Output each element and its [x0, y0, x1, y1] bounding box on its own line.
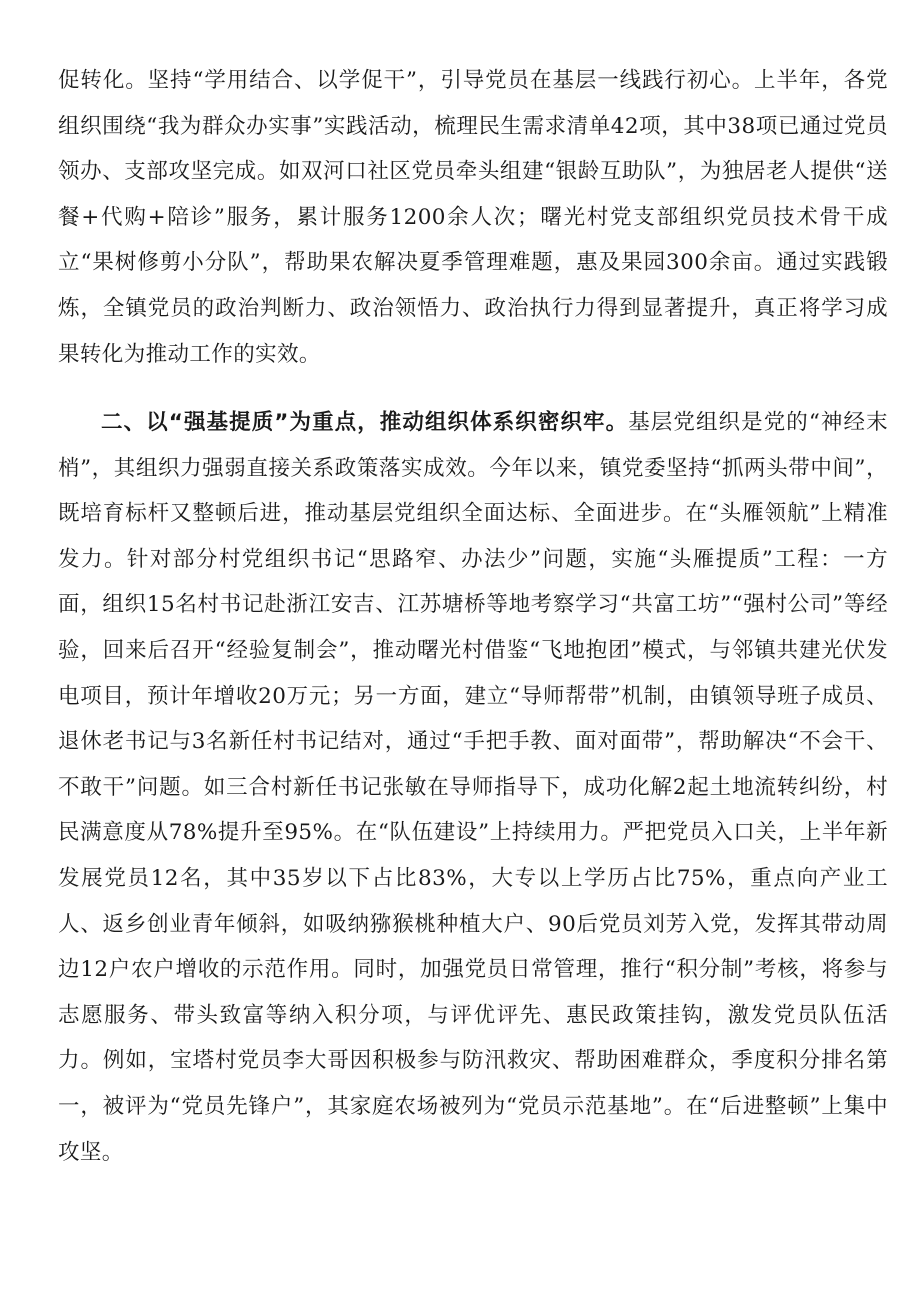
section-heading: 二、以“强基提质”为重点，推动组织体系织密织牢。 — [101, 410, 629, 435]
paragraph-text: 基层党组织是党的“神经末梢”，其组织力强弱直接关系政策落实成效。今年以来，镇党委坚持“抓两头带中间”，既培育标杆又整顿后进，推动基层党组织全面达标、全面进步。在“头雁领航”上精准发力。针对部分村党组织书记“思路窄、办法少”问题，实施“头雁提质”工程：一方面，组织15名村书记赴浙江安吉、江苏塘桥等地考察学习“共富工坊”“强村公司”等经验，回来后召开“经验复制会”，推动曙光村借鉴“飞地抱团”模式，与邻镇共建光伏发电项目，预计年增收20万元；另一方面，建立“导师帮带”机制，由镇领导班子成员、退休老书记与3名新任村书记结对，通过“手把手教、面对面带”，帮助解决“不会干、不敢干”问题。如三合村新任书记张敏在导师指导下，成功化解2起土地流转纠纷，村民满意度从78%提升至95%。在“队伍建设”上持续用力。严把党员入口关，上半年新发展党员12名，其中35岁以下占比83%，大专以上学历占比75%，重点向产业工人、返乡创业青年倾斜，如吸纳猕猴桃种植大户、90后党员刘芳入党，发挥其带动周边12户农户增收的示范作用。同时，加强党员日常管理，推行“积分制”考核，将参与志愿服务、带头致富等纳入积分项，与评优评先、惠民政策挂钩，激发党员队伍活力。例如，宝塔村党员李大哥因积极参与防汛救灾、帮助困难群众，季度积分排名第一，被评为“党员先锋户”，其家庭农场被列为“党员示范基地”。在“后进整顿”上集中攻坚。 — [58, 410, 888, 1165]
paragraph-text: 促转化。坚持“学用结合、以学促干”，引导党员在基层一线践行初心。上半年，各党组织围绕“我为群众办实事”实践活动，梳理民生需求清单42项，其中38项已通过党员领办、支部攻坚完成。如双河口社区党员牵头组建“银龄互助队”，为独居老人提供“送餐+代购+陪诊”服务，累计服务1200余人次；曙光村党支部组织党员技术骨干成立“果树修剪小分队”，帮助果农解决夏季管理难题，惠及果园300余亩。通过实践锻炼，全镇党员的政治判断力、政治领悟力、政治执行力得到显著提升，真正将学习成果转化为推动工作的实效。 — [58, 68, 888, 367]
paragraph-practice-results — [58, 58, 888, 377]
paragraph-organization-building — [58, 400, 888, 1175]
